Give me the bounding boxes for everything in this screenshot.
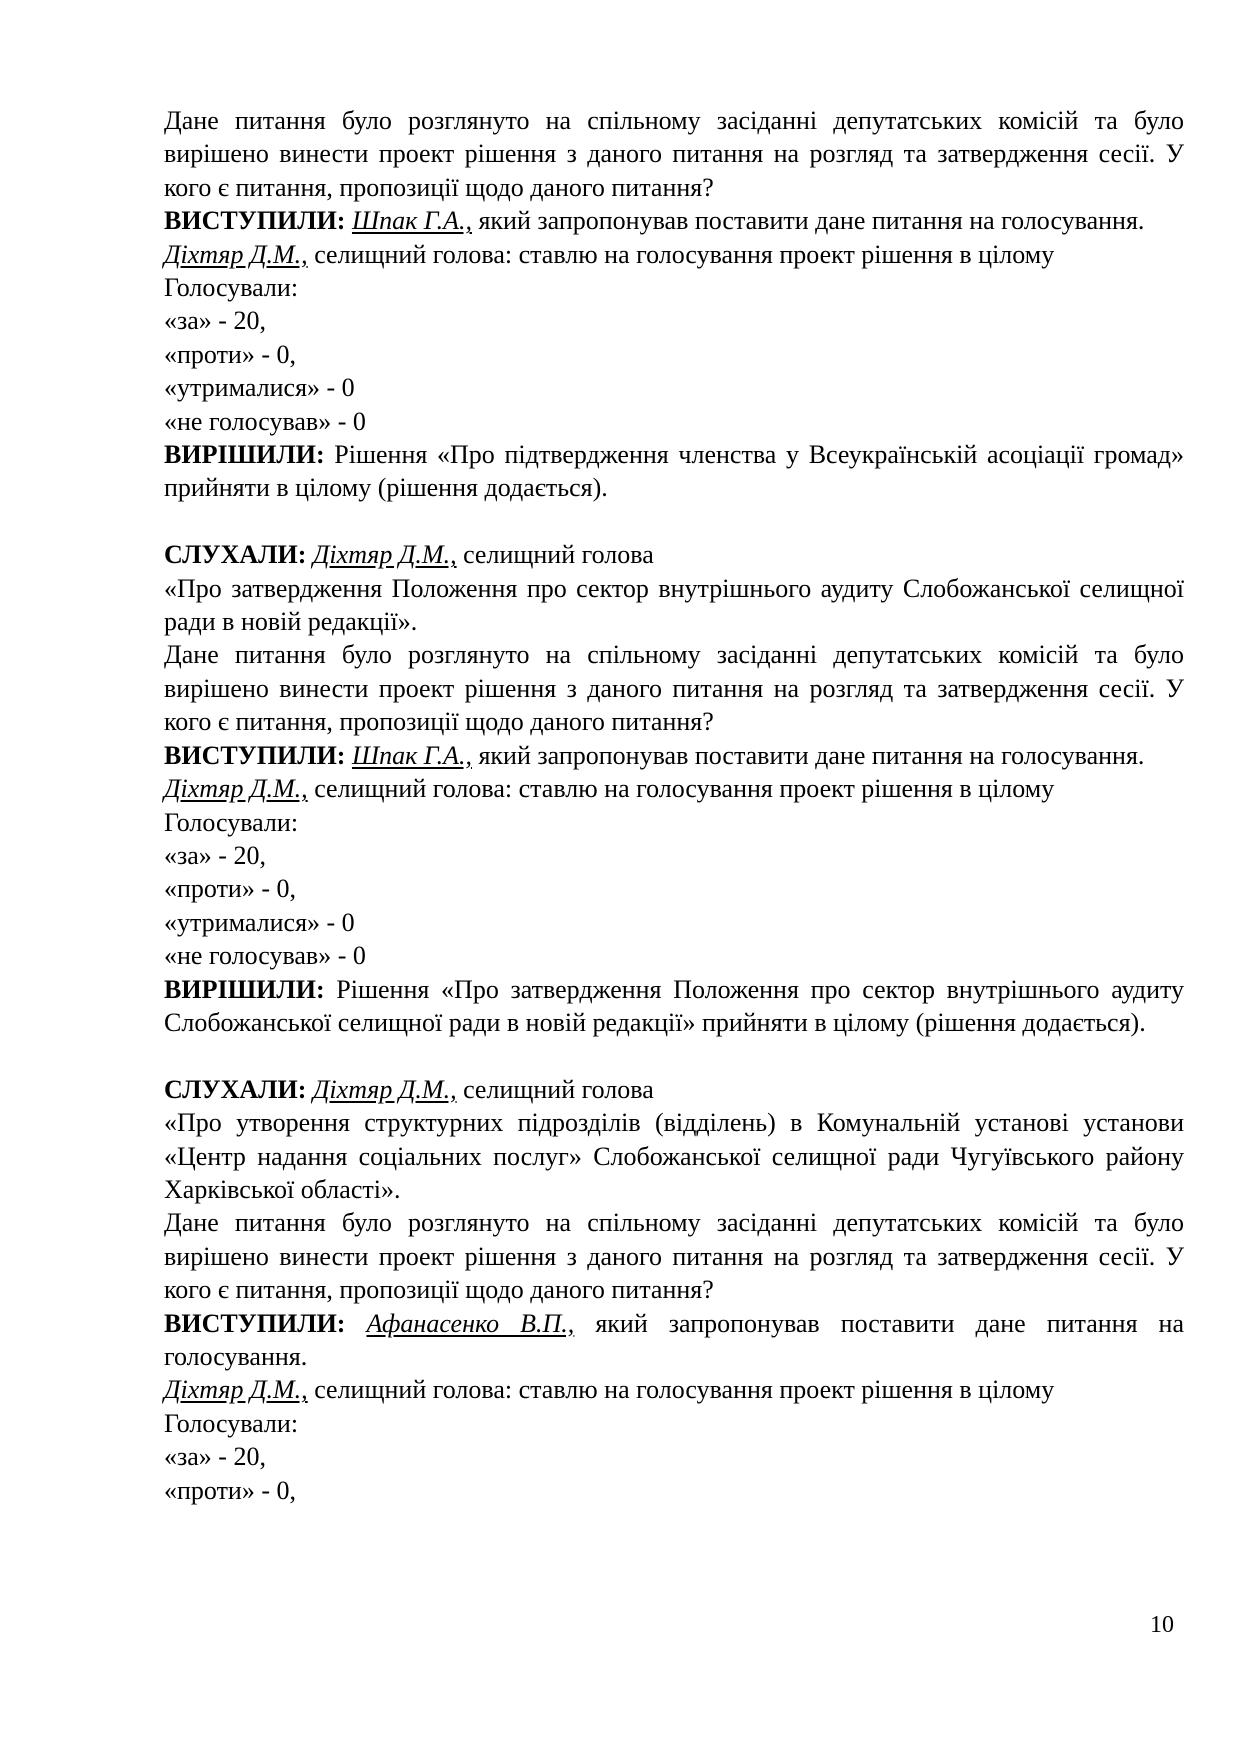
vote-none: «не голосував» - 0: [164, 941, 366, 971]
vote-against: «проти» - 0,: [164, 339, 297, 369]
chair-text: селищний голова: ставлю на голосування проект рішення в цілому: [307, 774, 1055, 804]
vote-for: «за» - 20,: [164, 1442, 266, 1472]
chair-name: Діхтяр Д.М.,: [164, 774, 308, 804]
heard-label: СЛУХАЛИ:: [164, 1074, 307, 1104]
heard-paragraph: [164, 538, 1184, 571]
heard-paragraph: [164, 1073, 1184, 1106]
spoke-label: ВИСТУПИЛИ:: [164, 740, 346, 770]
discussion-paragraph: Дане питання було розглянуто на спільному засіданні депутатських комісій та було вирішено винести проект рішення з даного питання на розгляд та затвердження сесії. У кого є питання, пропозиції щодо даного питання?: [164, 106, 1184, 202]
chair-text: селищний голова: ставлю на голосування проект рішення в цілому: [307, 1375, 1055, 1405]
chair-text: селищний голова: ставлю на голосування проект рішення в цілому: [307, 239, 1055, 269]
heard-name: Діхтяр Д.М.,: [312, 1074, 457, 1104]
spoke-text: який запропонував поставити дане питання на голосування.: [471, 206, 1145, 236]
topic-paragraph: «Про затвердження Положення про сектор внутрішнього аудиту Слобожанської селищної ради в новій редакції».: [164, 573, 1184, 637]
chair-paragraph: [164, 772, 1184, 805]
decided-label: ВИРІШИЛИ:: [164, 974, 325, 1004]
heard-text: селищний голова: [456, 1074, 654, 1104]
page-number: 10: [1150, 1612, 1174, 1638]
chair-paragraph: [164, 238, 1184, 271]
discussion-paragraph: Дане питання було розглянуто на спільному засіданні депутатських комісій та було вирішено винести проект рішення з даного питання на розгляд та затвердження сесії. У кого є питання, пропозиції щодо даного питання?: [164, 1208, 1184, 1305]
decided-paragraph: [164, 973, 1184, 1040]
vote-against: «проти» - 0,: [164, 874, 297, 904]
vote-abstain: «утрималися» - 0: [164, 373, 355, 403]
decided-text: Рішення «Про підтвердження членства у Всеукраїнській асоціації громад» прийняти в цілому (рішення додається).: [164, 440, 1184, 503]
speaker-name: Шпак Г.А.,: [351, 206, 472, 236]
speaker-name: Афанасенко В.П.,: [366, 1308, 575, 1338]
document-page: [164, 104, 1184, 1507]
voted-label: Голосували:: [164, 807, 299, 837]
block-spacer: [164, 1039, 1184, 1072]
voted-label: Голосували:: [164, 273, 299, 303]
spoke-paragraph: [164, 1307, 1184, 1374]
heard-label: СЛУХАЛИ:: [164, 540, 307, 570]
vote-none: «не голосував» - 0: [164, 406, 366, 436]
chair-name: Діхтяр Д.М.,: [164, 1375, 308, 1405]
spoke-text: який запропонував поставити дане питання на голосування.: [471, 740, 1145, 770]
vote-for: «за» - 20,: [164, 840, 266, 870]
vote-for: «за» - 20,: [164, 306, 266, 336]
decided-text: Рішення «Про затвердження Положення про сектор внутрішнього аудиту Слобожанської селищної ради в новій редакції» прийняти в цілому (рішення додається).: [164, 974, 1184, 1037]
chair-name: Діхтяр Д.М.,: [164, 239, 308, 269]
decided-paragraph: [164, 438, 1184, 505]
discussion-paragraph: Дане питання було розглянуто на спільному засіданні депутатських комісій та було вирішено винести проект рішення з даного питання на розгляд та затвердження сесії. У кого є питання, пропозиції щодо даного питання?: [164, 640, 1184, 737]
topic-paragraph: «Про утворення структурних підрозділів (відділень) в Комунальній установі установи «Центр надання соціальних послуг» Слобожанської селищної ради Чугуївського району Харківської області».: [164, 1108, 1184, 1204]
spoke-label: ВИСТУПИЛИ:: [164, 206, 346, 236]
spoke-paragraph: [164, 204, 1184, 237]
vote-abstain: «утрималися» - 0: [164, 907, 355, 937]
spoke-text: який запропонував поставити дане питання на голосування.: [164, 1308, 1185, 1371]
spoke-paragraph: [164, 739, 1184, 772]
vote-against: «проти» - 0,: [164, 1475, 297, 1505]
voted-label: Голосували:: [164, 1408, 299, 1438]
spoke-label: ВИСТУПИЛИ:: [164, 1308, 346, 1338]
decided-label: ВИРІШИЛИ:: [164, 440, 325, 470]
block-spacer: [164, 505, 1184, 538]
heard-name: Діхтяр Д.М.,: [312, 540, 457, 570]
heard-text: селищний голова: [456, 540, 654, 570]
speaker-name: Шпак Г.А.,: [351, 740, 472, 770]
chair-paragraph: [164, 1373, 1184, 1406]
